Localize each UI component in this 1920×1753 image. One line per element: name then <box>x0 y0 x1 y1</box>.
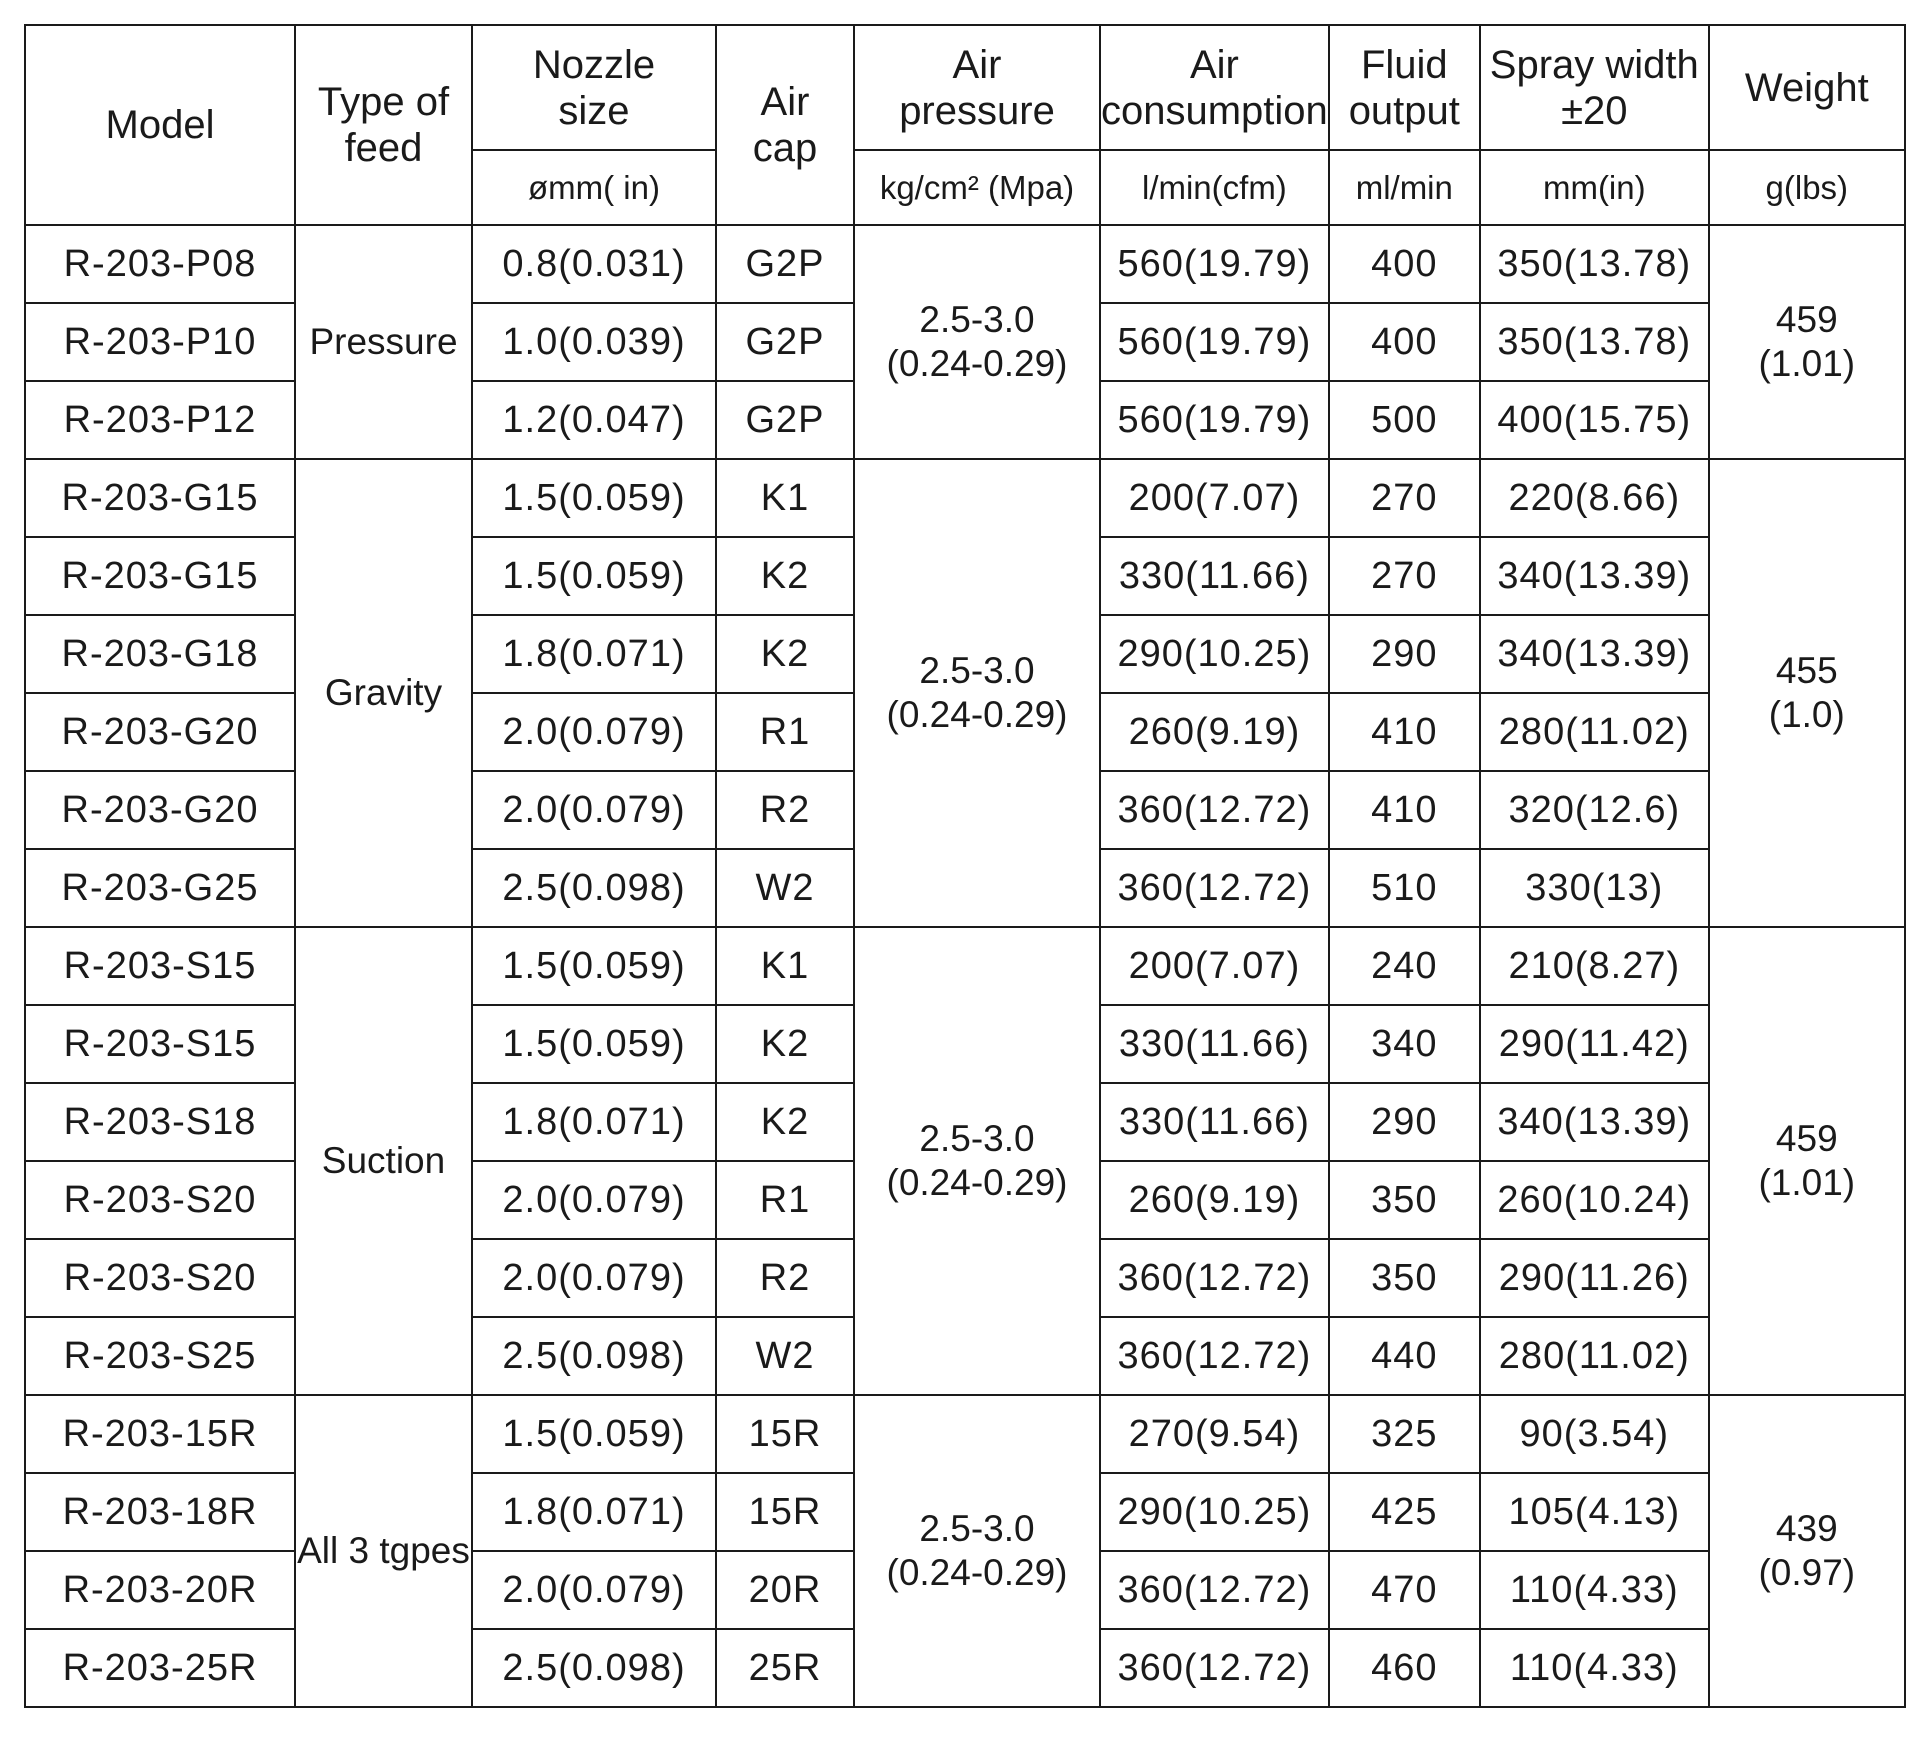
air-consumption-cell: 330(11.66) <box>1100 1005 1329 1083</box>
model-cell: R-203-G15 <box>25 459 295 537</box>
air-consumption-cell: 360(12.72) <box>1100 771 1329 849</box>
fluid-output-cell: 410 <box>1329 771 1480 849</box>
fluid-output-cell: 410 <box>1329 693 1480 771</box>
air-consumption-cell: 360(12.72) <box>1100 1317 1329 1395</box>
fluid-output-cell: 510 <box>1329 849 1480 927</box>
air-cap-cell: 15R <box>716 1473 854 1551</box>
nozzle-size-cell: 1.8(0.071) <box>472 1473 716 1551</box>
spray-width-cell: 260(10.24) <box>1480 1161 1709 1239</box>
air-cap-cell: R2 <box>716 771 854 849</box>
air-consumption-cell: 290(10.25) <box>1100 1473 1329 1551</box>
air-consumption-cell: 560(19.79) <box>1100 381 1329 459</box>
table-row <box>25 225 1905 303</box>
header-air-cap: Air cap <box>716 25 854 225</box>
weight-cell: 455 (1.0) <box>1709 459 1905 927</box>
weight-cell: 459 (1.01) <box>1709 225 1905 459</box>
model-cell: R-203-20R <box>25 1551 295 1629</box>
air-cap-cell: K1 <box>716 927 854 1005</box>
nozzle-size-cell: 1.8(0.071) <box>472 1083 716 1161</box>
nozzle-size-cell: 0.8(0.031) <box>472 225 716 303</box>
weight-cell: 439 (0.97) <box>1709 1395 1905 1707</box>
spray-width-cell: 340(13.39) <box>1480 537 1709 615</box>
nozzle-size-cell: 1.0(0.039) <box>472 303 716 381</box>
air-cap-cell: G2P <box>716 225 854 303</box>
fluid-output-cell: 440 <box>1329 1317 1480 1395</box>
nozzle-size-cell: 1.5(0.059) <box>472 537 716 615</box>
header-nozzle-size: Nozzle size <box>472 25 716 150</box>
fluid-output-cell: 500 <box>1329 381 1480 459</box>
spray-width-cell: 105(4.13) <box>1480 1473 1709 1551</box>
spray-width-cell: 340(13.39) <box>1480 615 1709 693</box>
nozzle-size-cell: 2.5(0.098) <box>472 849 716 927</box>
nozzle-size-cell: 2.0(0.079) <box>472 1551 716 1629</box>
air-cap-cell: 15R <box>716 1395 854 1473</box>
spray-width-cell: 280(11.02) <box>1480 1317 1709 1395</box>
air-cap-cell: K2 <box>716 1005 854 1083</box>
nozzle-size-cell: 1.8(0.071) <box>472 615 716 693</box>
air-consumption-cell: 330(11.66) <box>1100 1083 1329 1161</box>
unit-air-consumption: l/min(cfm) <box>1100 150 1329 225</box>
nozzle-size-cell: 2.5(0.098) <box>472 1629 716 1707</box>
spray-width-cell: 290(11.26) <box>1480 1239 1709 1317</box>
spray-width-cell: 220(8.66) <box>1480 459 1709 537</box>
model-cell: R-203-P08 <box>25 225 295 303</box>
fluid-output-cell: 400 <box>1329 303 1480 381</box>
weight-cell: 459 (1.01) <box>1709 927 1905 1395</box>
spray-width-cell: 350(13.78) <box>1480 225 1709 303</box>
spray-width-cell: 280(11.02) <box>1480 693 1709 771</box>
nozzle-size-cell: 1.5(0.059) <box>472 927 716 1005</box>
table-body <box>25 225 1905 1707</box>
air-cap-cell: G2P <box>716 381 854 459</box>
model-cell: R-203-G15 <box>25 537 295 615</box>
model-cell: R-203-P10 <box>25 303 295 381</box>
nozzle-size-cell: 2.0(0.079) <box>472 1161 716 1239</box>
air-consumption-cell: 260(9.19) <box>1100 1161 1329 1239</box>
feed-type-cell: Pressure <box>295 225 472 459</box>
spray-width-cell: 90(3.54) <box>1480 1395 1709 1473</box>
fluid-output-cell: 340 <box>1329 1005 1480 1083</box>
spray-width-cell: 320(12.6) <box>1480 771 1709 849</box>
spray-width-cell: 400(15.75) <box>1480 381 1709 459</box>
air-cap-cell: K1 <box>716 459 854 537</box>
model-cell: R-203-S15 <box>25 1005 295 1083</box>
unit-nozzle: ømm( in) <box>472 150 716 225</box>
air-cap-cell: K2 <box>716 615 854 693</box>
model-cell: R-203-S25 <box>25 1317 295 1395</box>
air-consumption-cell: 290(10.25) <box>1100 615 1329 693</box>
model-cell: R-203-S20 <box>25 1239 295 1317</box>
model-cell: R-203-G20 <box>25 693 295 771</box>
spray-width-cell: 210(8.27) <box>1480 927 1709 1005</box>
fluid-output-cell: 325 <box>1329 1395 1480 1473</box>
table-row <box>25 1395 1905 1473</box>
spray-width-cell: 290(11.42) <box>1480 1005 1709 1083</box>
header-type-of-feed: Type of feed <box>295 25 472 225</box>
header-spray-width: Spray width ±20 <box>1480 25 1709 150</box>
header-air-consumption: Air consumption <box>1100 25 1329 150</box>
fluid-output-cell: 350 <box>1329 1161 1480 1239</box>
spray-width-cell: 340(13.39) <box>1480 1083 1709 1161</box>
air-cap-cell: K2 <box>716 1083 854 1161</box>
model-cell: R-203-15R <box>25 1395 295 1473</box>
model-cell: R-203-P12 <box>25 381 295 459</box>
header-fluid-output: Fluid output <box>1329 25 1480 150</box>
model-cell: R-203-S20 <box>25 1161 295 1239</box>
nozzle-size-cell: 2.0(0.079) <box>472 1239 716 1317</box>
nozzle-size-cell: 1.5(0.059) <box>472 459 716 537</box>
fluid-output-cell: 290 <box>1329 615 1480 693</box>
spec-table <box>24 24 1906 1708</box>
air-consumption-cell: 360(12.72) <box>1100 1239 1329 1317</box>
air-pressure-cell: 2.5-3.0 (0.24-0.29) <box>854 225 1100 459</box>
air-pressure-cell: 2.5-3.0 (0.24-0.29) <box>854 927 1100 1395</box>
header-weight: Weight <box>1709 25 1905 150</box>
nozzle-size-cell: 2.5(0.098) <box>472 1317 716 1395</box>
fluid-output-cell: 290 <box>1329 1083 1480 1161</box>
unit-air-pressure: kg/cm² (Mpa) <box>854 150 1100 225</box>
spray-width-cell: 110(4.33) <box>1480 1551 1709 1629</box>
fluid-output-cell: 350 <box>1329 1239 1480 1317</box>
air-consumption-cell: 560(19.79) <box>1100 225 1329 303</box>
nozzle-size-cell: 1.5(0.059) <box>472 1005 716 1083</box>
fluid-output-cell: 270 <box>1329 537 1480 615</box>
air-cap-cell: R1 <box>716 693 854 771</box>
air-cap-cell: 20R <box>716 1551 854 1629</box>
air-consumption-cell: 360(12.72) <box>1100 1551 1329 1629</box>
air-consumption-cell: 360(12.72) <box>1100 1629 1329 1707</box>
nozzle-size-cell: 2.0(0.079) <box>472 693 716 771</box>
spray-width-cell: 110(4.33) <box>1480 1629 1709 1707</box>
model-cell: R-203-G25 <box>25 849 295 927</box>
fluid-output-cell: 400 <box>1329 225 1480 303</box>
feed-type-cell: Suction <box>295 927 472 1395</box>
air-consumption-cell: 200(7.07) <box>1100 459 1329 537</box>
air-pressure-cell: 2.5-3.0 (0.24-0.29) <box>854 459 1100 927</box>
air-consumption-cell: 560(19.79) <box>1100 303 1329 381</box>
air-consumption-cell: 270(9.54) <box>1100 1395 1329 1473</box>
model-cell: R-203-S15 <box>25 927 295 1005</box>
air-cap-cell: R2 <box>716 1239 854 1317</box>
spray-width-cell: 350(13.78) <box>1480 303 1709 381</box>
air-cap-cell: G2P <box>716 303 854 381</box>
table-row <box>25 927 1905 1005</box>
air-consumption-cell: 330(11.66) <box>1100 537 1329 615</box>
air-consumption-cell: 360(12.72) <box>1100 849 1329 927</box>
air-consumption-cell: 260(9.19) <box>1100 693 1329 771</box>
air-cap-cell: W2 <box>716 849 854 927</box>
air-cap-cell: K2 <box>716 537 854 615</box>
air-consumption-cell: 200(7.07) <box>1100 927 1329 1005</box>
model-cell: R-203-25R <box>25 1629 295 1707</box>
nozzle-size-cell: 1.2(0.047) <box>472 381 716 459</box>
fluid-output-cell: 270 <box>1329 459 1480 537</box>
fluid-output-cell: 460 <box>1329 1629 1480 1707</box>
nozzle-size-cell: 1.5(0.059) <box>472 1395 716 1473</box>
unit-weight: g(lbs) <box>1709 150 1905 225</box>
fluid-output-cell: 240 <box>1329 927 1480 1005</box>
feed-type-cell: Gravity <box>295 459 472 927</box>
header-air-pressure: Air pressure <box>854 25 1100 150</box>
fluid-output-cell: 470 <box>1329 1551 1480 1629</box>
fluid-output-cell: 425 <box>1329 1473 1480 1551</box>
nozzle-size-cell: 2.0(0.079) <box>472 771 716 849</box>
air-cap-cell: 25R <box>716 1629 854 1707</box>
unit-fluid-output: ml/min <box>1329 150 1480 225</box>
air-cap-cell: W2 <box>716 1317 854 1395</box>
feed-type-cell: All 3 tgpes <box>295 1395 472 1707</box>
spray-width-cell: 330(13) <box>1480 849 1709 927</box>
table-header <box>25 25 1905 225</box>
model-cell: R-203-18R <box>25 1473 295 1551</box>
model-cell: R-203-G20 <box>25 771 295 849</box>
model-cell: R-203-S18 <box>25 1083 295 1161</box>
header-model: Model <box>25 25 295 225</box>
air-pressure-cell: 2.5-3.0 (0.24-0.29) <box>854 1395 1100 1707</box>
model-cell: R-203-G18 <box>25 615 295 693</box>
table-row <box>25 459 1905 537</box>
unit-spray-width: mm(in) <box>1480 150 1709 225</box>
air-cap-cell: R1 <box>716 1161 854 1239</box>
